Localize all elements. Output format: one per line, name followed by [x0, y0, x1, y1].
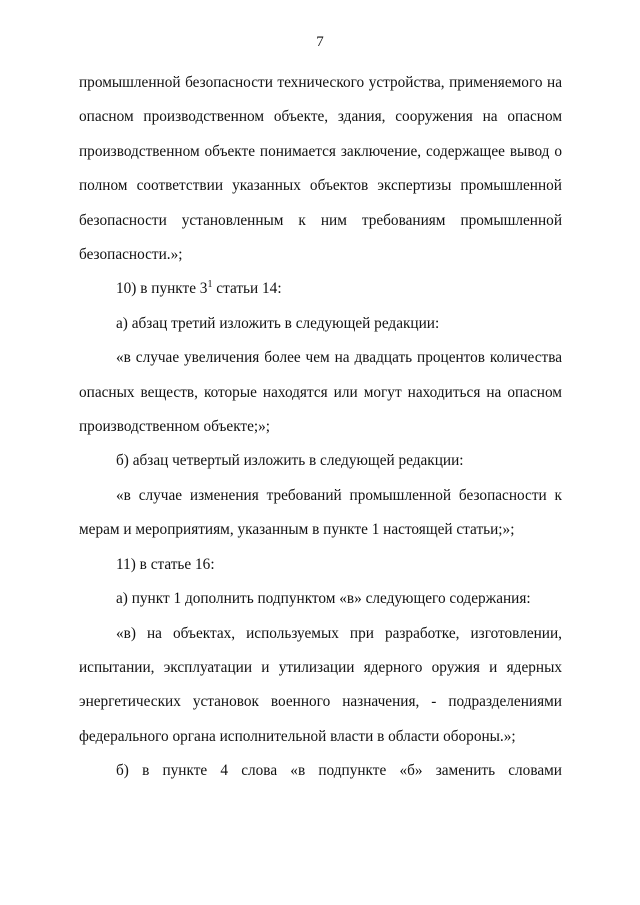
paragraph-quote-third-abzats: «в случае увеличения более чем на двадцать процентов количества опасных веществ, которые находятся или могут находиться на опасном производственном объекте;»;: [79, 349, 562, 436]
superscript-index: 1: [207, 279, 213, 291]
paragraph-continuation: промышленной безопасности технического устройства, применяемого на опасном производственном объекте, здания, сооружения на опасном производственном объекте понимается заключение, содержащее вывод о полном соответствии указанных объектов экспертизы промышленной безопасности установленным к ним требованиям промышленной безопасности.»;: [79, 74, 562, 264]
paragraph-subitem-a: а) абзац третий изложить в следующей редакции:: [116, 314, 440, 332]
item-10-text-tail: статьи 14:: [212, 280, 282, 298]
paragraph-quote-fourth-abzats: «в случае изменения требований промышленной безопасности к мерам и мероприятиям, указанным в пункте 1 настоящей статьи;»;: [79, 486, 562, 539]
document-body: [79, 66, 562, 789]
paragraph-item-11-a: а) пункт 1 дополнить подпунктом «в» следующего содержания:: [116, 590, 531, 608]
paragraph-quote-subpoint-v: «в) на объектах, используемых при разработке, изготовлении, испытании, эксплуатации и утилизации ядерного оружия и ядерных энергетических установок военного назначения, - подразделениями федерального органа исполнительной власти в области обороны.»;: [79, 624, 562, 745]
paragraph-item-10: [79, 272, 562, 306]
paragraph-item-11-b: б) в пункте 4 слова «в подпункте «б» заменить словами: [116, 762, 562, 780]
page-number: 7: [316, 34, 324, 50]
paragraph-subitem-b: б) абзац четвертый изложить в следующей редакции:: [116, 452, 464, 470]
item-10-text: 10) в пункте 3: [116, 280, 208, 298]
paragraph-item-11: 11) в статье 16:: [116, 555, 215, 573]
